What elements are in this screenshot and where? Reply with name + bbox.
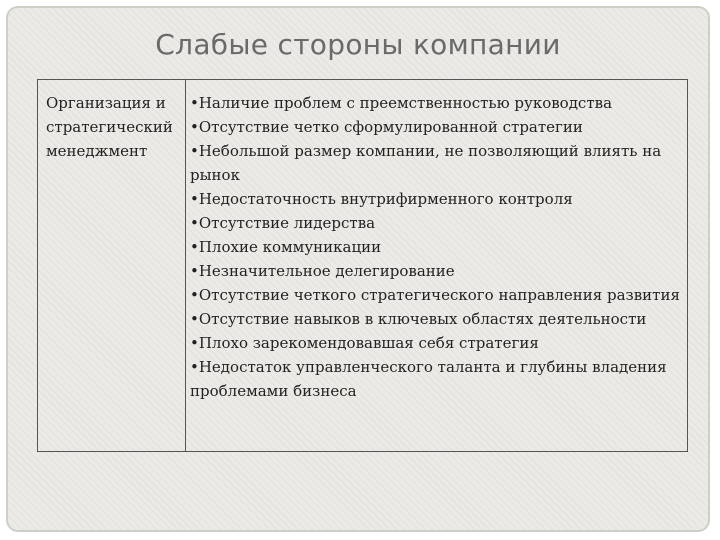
list-item: •Плохо зарекомендовавшая себя стратегия — [190, 334, 539, 352]
weaknesses-list — [186, 80, 687, 451]
list-item: •Небольшой размер компании, не позволяющий влиять на рынок — [190, 142, 662, 184]
slide-title: Слабые стороны компании — [155, 28, 561, 61]
weaknesses-table — [37, 79, 688, 452]
list-item: •Недостаток управленческого таланта и глубины владения проблемами бизнеса — [190, 358, 667, 400]
category-cell: Организация и стратегический менеджмент — [38, 80, 186, 451]
list-item: •Незначительное делегирование — [190, 262, 455, 280]
list-item: •Отсутствие четко сформулированной стратегии — [190, 118, 583, 136]
list-item: •Наличие проблем с преемственностью руководства — [190, 94, 613, 112]
list-item: •Плохие коммуникации — [190, 238, 382, 256]
list-item: •Отсутствие четкого стратегического направления развития — [190, 286, 680, 304]
slide — [6, 6, 710, 532]
list-item: •Отсутствие навыков в ключевых областях деятельности — [190, 310, 647, 328]
list-item: •Недостаточность внутрифирменного контроля — [190, 190, 573, 208]
list-item: •Отсутствие лидерства — [190, 214, 376, 232]
